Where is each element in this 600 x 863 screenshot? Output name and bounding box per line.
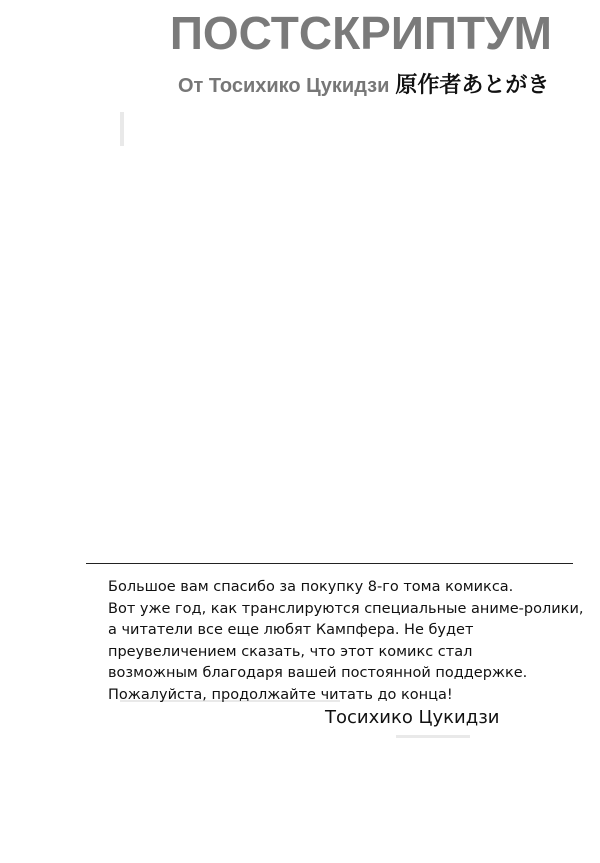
subtitle-row <box>178 66 549 106</box>
message-line: Вот уже год, как транслируются специальные аниме-ролики, <box>108 600 584 617</box>
bleed-through-mark <box>120 112 124 146</box>
message-line: Пожалуйста, продолжайте читать до конца! <box>108 686 453 703</box>
message-line: а читатели все еще любят Кампфера. Не будет <box>108 622 474 638</box>
message-line: возможным благодаря вашей постоянной поддержке. <box>108 665 528 681</box>
section-divider <box>86 563 573 564</box>
page-subtitle-japanese: 原作者あとがき <box>395 73 550 98</box>
page-subtitle: От Тосихико Цукидзи <box>178 75 390 97</box>
message-line: преувеличением сказать, что этот комикс стал <box>108 643 473 660</box>
author-signature: Тосихико Цукидзи <box>325 707 500 728</box>
message-line: Большое вам спасибо за покупку 8-го тома комикса. <box>108 579 514 595</box>
message-body <box>108 577 584 706</box>
bleed-through-mark <box>396 735 470 738</box>
page-title: ПОСТСКРИПТУМ <box>169 7 552 59</box>
